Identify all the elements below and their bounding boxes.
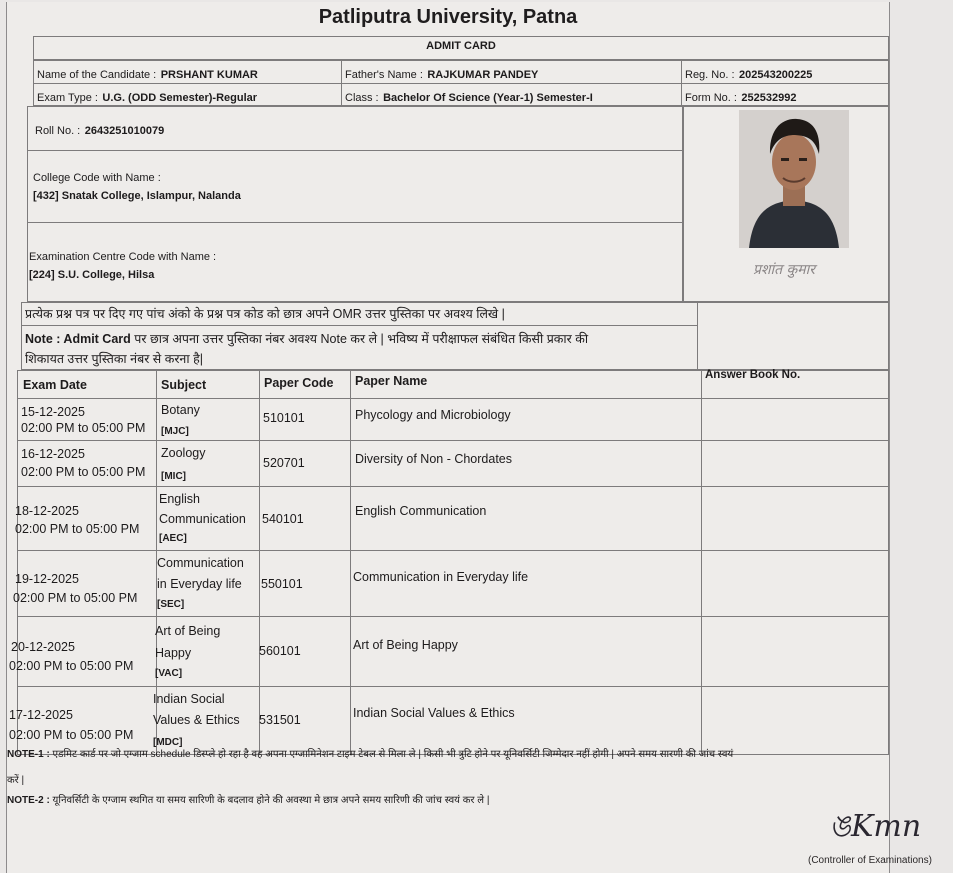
candidate-photo	[739, 110, 849, 248]
father-name	[345, 65, 538, 83]
admit-card-title: ADMIT CARD	[426, 40, 496, 52]
col-divider	[350, 370, 351, 755]
table-row-code: 510101	[263, 411, 305, 425]
table-row-paper: Diversity of Non - Chordates	[355, 452, 513, 466]
roll-no-value: 2643251010079	[84, 125, 165, 137]
exam-type-label: Exam Type :	[37, 92, 98, 104]
row-divider	[17, 686, 889, 687]
roll-no-label: Roll No. :	[35, 125, 81, 137]
instruction-note	[25, 330, 588, 347]
table-row-subject: Botany	[161, 403, 200, 417]
table-row-date: 20-12-2025	[11, 640, 75, 654]
table-row-subject-line2: in Everyday life	[157, 577, 242, 591]
row-divider	[27, 222, 683, 223]
table-row-paper: Art of Being Happy	[353, 638, 458, 652]
table-row-tag: [SEC]	[157, 599, 185, 610]
exam-type-value: U.G. (ODD Semester)-Regular	[102, 92, 258, 104]
note-text: पर छात्र अपना उत्तर पुस्तिका नंबर अवश्य Note कर ले | भविष्य में परीक्षाफल संबंधित किसी प्रकार की	[130, 332, 589, 346]
table-row-code: 531501	[259, 713, 301, 727]
table-row-tag: [MDC]	[153, 737, 183, 748]
table-row-code: 560101	[259, 644, 301, 658]
table-row-time: 02:00 PM to 05:00 PM	[15, 522, 140, 536]
instruction-complaint: शिकायत उत्तर पुस्तिका नंबर से करना है|	[25, 352, 203, 366]
note-bold-label: Note : Admit Card	[25, 332, 131, 346]
col-header-exam-date: Exam Date	[23, 378, 87, 392]
exam-type	[37, 88, 257, 106]
class	[345, 88, 593, 106]
table-row-date: 18-12-2025	[15, 504, 79, 518]
father-name-label: Father's Name :	[345, 69, 423, 81]
table-row-paper: English Communication	[355, 504, 487, 518]
candidate-name	[37, 65, 258, 83]
note-1-continued: करें |	[7, 775, 25, 786]
note-2-label: NOTE-2 :	[7, 795, 50, 806]
table-row-subject-line2: Communication	[159, 512, 246, 526]
centre-label: Examination Centre Code with Name :	[29, 251, 217, 263]
row-divider	[27, 150, 683, 151]
col-divider	[697, 302, 698, 370]
admit-card-sheet	[6, 2, 922, 873]
table-row-paper: Indian Social Values & Ethics	[353, 706, 515, 720]
table-row-code: 550101	[261, 577, 303, 591]
form-no-label: Form No. :	[685, 92, 737, 104]
college-label: College Code with Name :	[33, 172, 161, 184]
row-divider	[21, 325, 697, 326]
centre-value: [224] S.U. College, Hilsa	[29, 269, 155, 281]
table-row-time: 02:00 PM to 05:00 PM	[21, 465, 146, 479]
row-divider	[17, 550, 889, 551]
table-row-tag: [MIC]	[161, 471, 186, 482]
college-value: [432] Snatak College, Islampur, Nalanda	[33, 190, 241, 202]
table-row-date: 17-12-2025	[9, 708, 73, 722]
form-no	[685, 88, 796, 106]
table-row-code: 540101	[262, 512, 304, 526]
controller-label: (Controller of Examinations)	[808, 855, 932, 866]
row-divider	[17, 440, 889, 441]
father-name-value: RAJKUMAR PANDEY	[427, 69, 539, 81]
col-divider	[681, 60, 682, 106]
instruction-omr: प्रत्येक प्रश्न पत्र पर दिए गए पांच अंको के प्रश्न पत्र कोड को छात्र अपने OMR उत्तर पुस्तिका पर अवश्य लिखे |	[25, 307, 505, 321]
table-row-paper: Communication in Everyday life	[353, 570, 529, 584]
table-row-paper: Phycology and Microbiology	[355, 408, 511, 422]
note-2	[7, 792, 887, 806]
row-divider	[33, 83, 889, 84]
candidate-name-label: Name of the Candidate :	[37, 69, 157, 81]
table-row-subject: Communication	[157, 556, 244, 570]
note-1-label: NOTE-1 :	[7, 749, 50, 760]
table-row-tag: [MJC]	[161, 426, 189, 437]
table-row-date: 15-12-2025	[21, 405, 85, 419]
note-1	[7, 746, 887, 760]
table-row-date: 16-12-2025	[21, 447, 85, 461]
controller-signature: ঙKmn	[829, 809, 922, 844]
note-2-text: यूनिवर्सिटी के एग्जाम स्थगित या समय सारिणी के बदलाव होने की अवस्था मे छात्र अपने समय सारिणी की जांच स्वयं कर ले |	[49, 795, 490, 806]
photo-signature: प्रशांत कुमार	[753, 262, 816, 278]
table-row-time: 02:00 PM to 05:00 PM	[13, 591, 138, 605]
row-divider	[17, 486, 889, 487]
table-row-subject-line2: Values & Ethics	[153, 713, 240, 727]
roll-no	[35, 121, 164, 139]
reg-no-label: Reg. No. :	[685, 69, 735, 81]
table-row-date: 19-12-2025	[15, 572, 79, 586]
class-label: Class :	[345, 92, 379, 104]
col-divider	[259, 370, 260, 755]
row-divider	[17, 616, 889, 617]
table-row-time: 02:00 PM to 05:00 PM	[9, 728, 134, 742]
table-row-subject: English	[159, 492, 200, 506]
col-header-subject: Subject	[161, 378, 207, 392]
table-row-tag: [VAC]	[155, 668, 183, 679]
col-divider	[341, 60, 342, 106]
col-header-paper-code: Paper Code	[264, 376, 334, 390]
table-row-subject: Indian Social	[153, 692, 225, 706]
table-row-subject: Zoology	[161, 446, 206, 460]
row-divider	[17, 398, 889, 399]
candidate-name-value: PRSHANT KUMAR	[160, 69, 258, 81]
table-row-subject: Art of Being	[155, 624, 221, 638]
form-no-value: 252532992	[741, 92, 797, 104]
reg-no	[685, 65, 812, 83]
col-header-paper-name: Paper Name	[355, 374, 428, 388]
note-1-text: एडमिट कार्ड पर जो एग्जाम schedule डिस्प्ले हो रहा है वह अपना एग्जामिनेशन टाइम टेबल से मिला ले | किसी भी त्रुटि होने पर यूनिवर्सिटी जिम्मेदार नहीं होगी | अपने समय सारणी की जांच स्वयं	[49, 749, 734, 760]
person-photo-icon	[739, 110, 849, 248]
table-row-subject-line2: Happy	[155, 646, 192, 660]
reg-no-value: 202543200225	[738, 69, 813, 81]
exam-table	[17, 370, 889, 755]
col-header-answer-book: Answer Book No.	[705, 369, 801, 381]
table-row-tag: [AEC]	[159, 533, 187, 544]
class-value: Bachelor Of Science (Year-1) Semester-I	[383, 92, 593, 104]
university-name: Patliputra University, Patna	[318, 6, 578, 28]
table-row-time: 02:00 PM to 05:00 PM	[9, 659, 134, 673]
col-divider	[701, 370, 702, 755]
table-row-code: 520701	[263, 456, 305, 470]
table-row-time: 02:00 PM to 05:00 PM	[21, 421, 146, 435]
